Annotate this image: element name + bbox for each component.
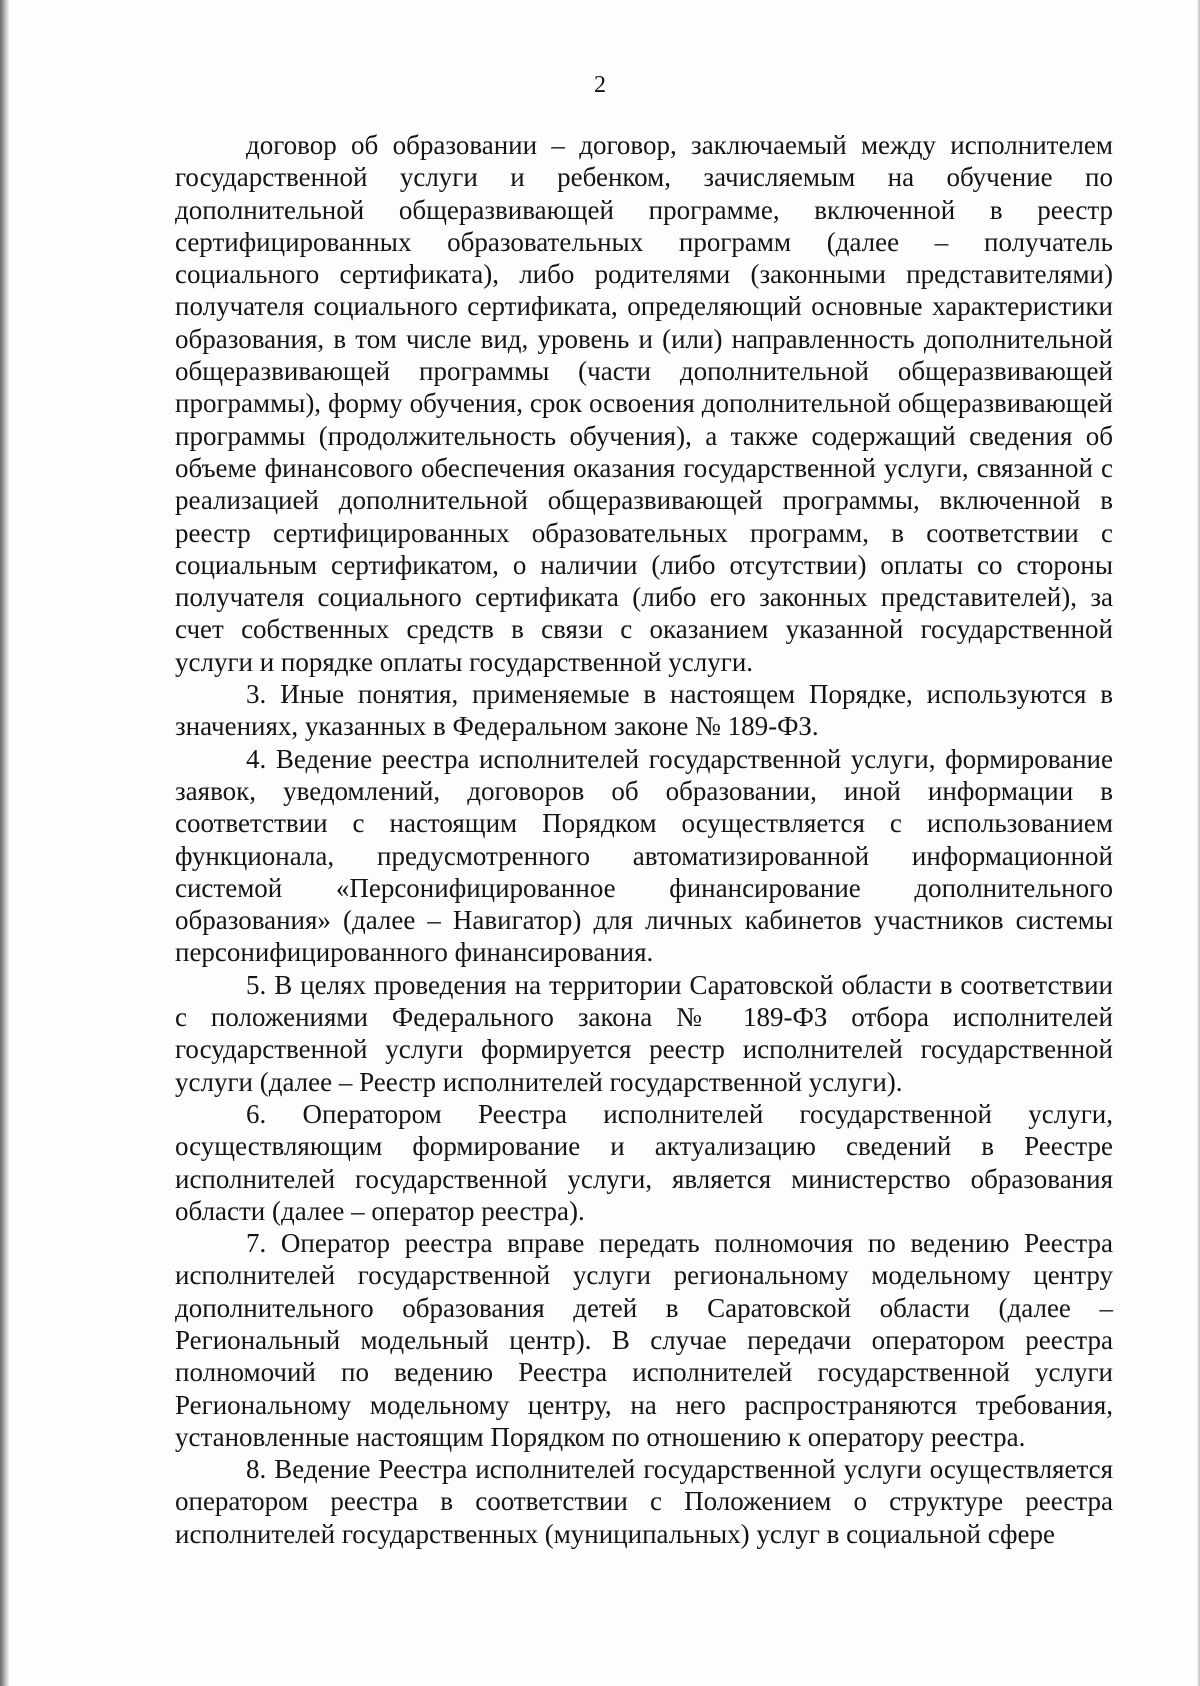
document-body bbox=[175, 129, 1113, 1550]
paragraph-4: 4. Ведение реестра исполнителей государственной услуги, формирование заявок, уведомлений, договоров об образовании, иной информации в соответствии с настоящим Порядком осуществляется с использованием функционала, предусмотренного автоматизированной информационной системой «Персонифицированное финансирование дополнительного образования» (далее – Навигатор) для личных кабинетов участников системы персонифицированного финансирования. bbox=[175, 743, 1113, 968]
paragraph-7: 7. Оператор реестра вправе передать полномочия по ведению Реестра исполнителей государственной услуги региональному модельному центру дополнительного образования детей в Саратовской области (далее – Региональный модельный центр). В случае передачи оператором реестра полномочий по ведению Реестра исполнителей государственной услуги Региональному модельному центру, на него распространяются требования, установленные настоящим Порядком по отношению к оператору реестра. bbox=[175, 1228, 1113, 1452]
page-number: 2 bbox=[594, 72, 606, 98]
paragraph-5: 5. В целях проведения на территории Саратовской области в соответствии с положениями Федерального закона № 189-ФЗ отбора исполнителей государственной услуги формируется реестр исполнителей государственной услуги (далее – Реестр исполнителей государственной услуги). bbox=[175, 969, 1113, 1097]
scan-edge-shadow bbox=[0, 0, 9, 1686]
paragraph-8: 8. Ведение Реестра исполнителей государственной услуги осуществляется оператором реестра в соответствии с Положением о структуре реестра исполнителей государственных (муниципальных) услуг в социальной сфере bbox=[175, 1454, 1113, 1549]
paragraph-contract-definition: договор об образовании – договор, заключаемый между исполнителем государственной услуги и ребенком, зачисляемым на обучение по дополнительной общеразвивающей программе, включенной в реестр сертифицированных образовательных программ (далее – получатель социального сертификата), либо родителями (законными представителями) получателя социального сертификата, определяющий основные характеристики образования, в том числе вид, уровень и (или) направленность дополнительной общеразвивающей программы (части дополнительной общеразвивающей программы), форму обучения, срок освоения дополнительной общеразвивающей программы (продолжительность обучения), а также содержащий сведения об объеме финансового обеспечения оказания государственной услуги, связанной с реализацией дополнительной общеразвивающей программы, включенной в реестр сертифицированных образовательных программ, в соответствии с социальным сертификатом, о наличии (либо отсутствии) оплаты со стороны получателя социального сертификата (либо его законных представителей), за счет собственных средств в связи с оказанием указанной государственной услуги и порядке оплаты государственной услуги. bbox=[175, 130, 1113, 677]
paragraph-6: 6. Оператором Реестра исполнителей государственной услуги, осуществляющим формирование и актуализацию сведений в Реестре исполнителей государственной услуги, является министерство образования области (далее – оператор реестра). bbox=[175, 1098, 1113, 1226]
paragraph-3: 3. Иные понятия, применяемые в настоящем Порядке, используются в значениях, указанных в Федеральном законе № 189-ФЗ. bbox=[175, 679, 1113, 742]
